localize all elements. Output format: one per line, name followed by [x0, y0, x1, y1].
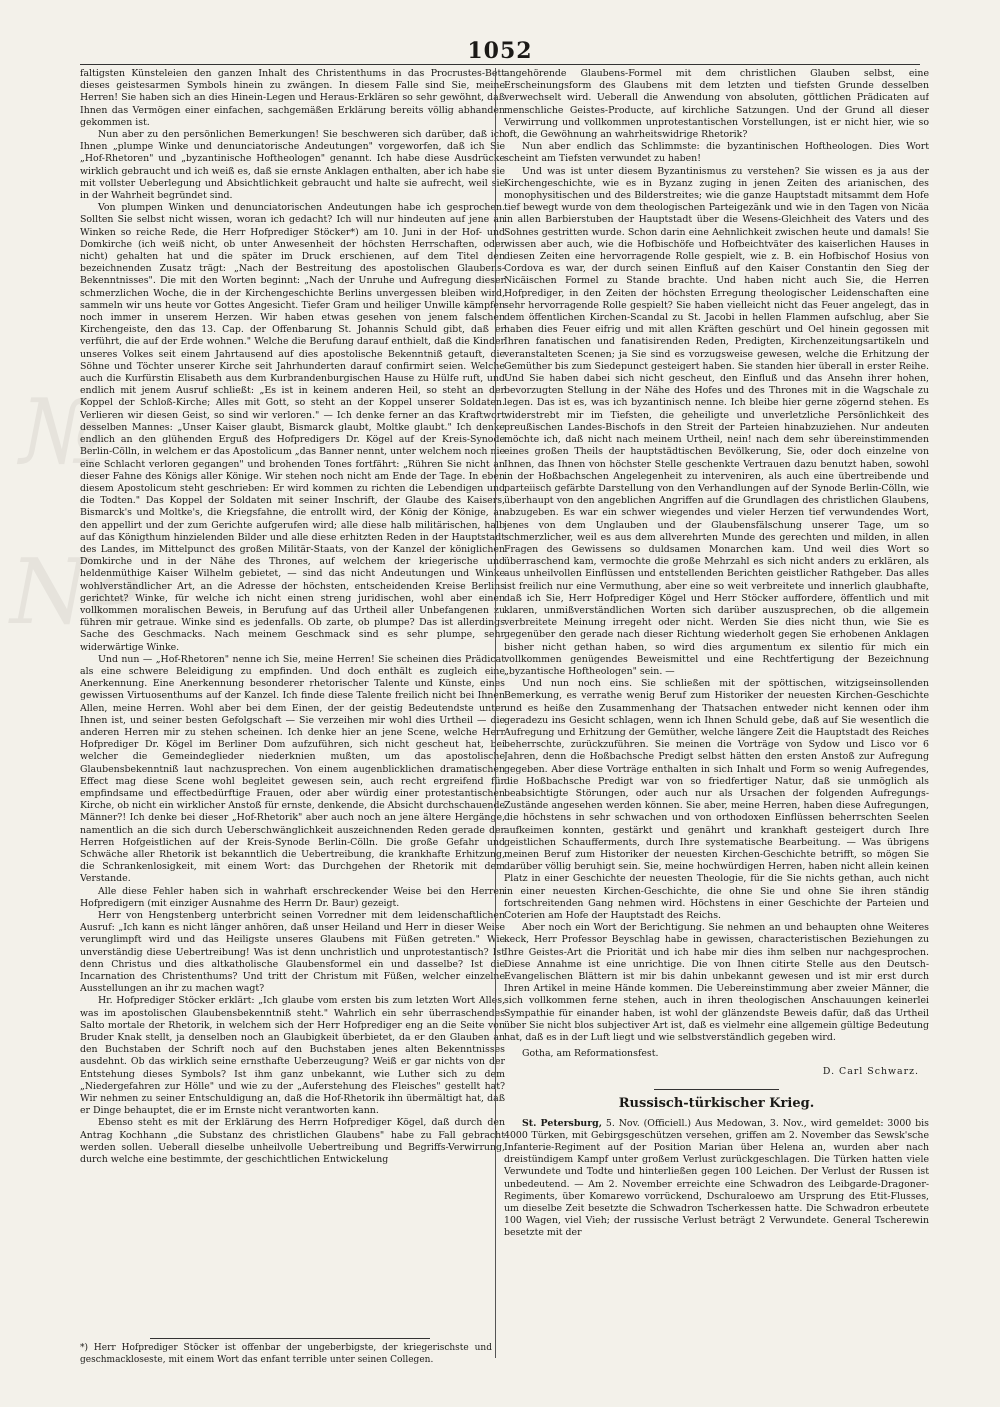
paragraph: Hr. Hofprediger Stöcker erklärt: „Ich glaube vom ersten bis zum letzten Wort Alles, was im apostolischen Glaubensbekenntniß steht." Wahrlich ein sehr überraschendes Salto mortale der Rhetorik, in welchem sich der Herr Hofprediger eng an die Seite von Bruder Knak stellt, ja denselben noch an Glaubigkeit überbietet, da er den Glauben an den Buchstaben der Schrift noch auf den Buchstaben jenes alten Bekenntnisses ausdehnt. Ob das wirklich seine ernsthafte Ueberzeugung? Weiß er gar nichts von der Entstehung dieses Symbols? Ist ihm ganz unbekannt, wie Luther sich zu dem „Niedergefahren zur Hölle" und wie zu der „Auferstehung des Fleisches" gestellt hat? Wir nehmen zu seiner Entschuldigung an, daß die Hof-Rhetorik ihn übermältigt hat, daß er Dinge behauptet, die er im Ernste nicht verantworten kann.	[80, 995, 505, 1117]
page-number: 1052	[467, 38, 533, 64]
paragraph: Und nun — „Hof-Rhetoren" nenne ich Sie, meine Herren! Sie scheinen dies Prädicat als eine schwere Beleidigung zu empfinden. Und doch enthält es zugleich eine Anerkennung. Eine Anerkennung besonderer rhetorischer Talente und Künste, eines gewissen Virtuosenthums auf der Kanzel. Ich finde diese Talente freilich nicht bei Ihnen Allen, meine Herren. Wohl aber bei dem Einen, der der geistig Bedeutendste unter Ihnen ist, und seiner besten Gefolgschaft — Sie verzeihen mir wohl dies Urtheil — die anderen Herren mir zu stehen scheinen. Ich denke hier an jene Scene, welche Herr Hofprediger Dr. Kögel im Berliner Dom aufzuführen, sich nicht gescheut hat, bei welcher die Gemeindeglieder niederknien mußten, um das apostolische Glaubensbekenntniß laut nachzusprechen. Von einem augenblicklichen dramatischen Effect mag diese Scene wohl begleitet gewesen sein, auch recht ergreifend für empfindsame und effectbedürftige Frauen, oder aber würdig einer protestantischen Kirche, ob nicht ein wirklicher Anstoß für ernste, denkende, die Absicht durchschauende Männer?! Ich denke bei dieser „Hof-Rhetorik" aber auch noch an jene ältere Hergänge, namentlich an die sich durch Ueberschwänglichkeit auszeichnenden Reden gerade der Herren Hofgeistlichen auf der Kreis-Synode Berlin-Cölln. Die große Gefahr und Schwäche aller Rhetorik ist bekanntlich die Uebertreibung, die krankhafte Erhitzung, die Schrankenlosigkeit, mit einem Wort: das Durchgehen der Rhetorik mit dem Verstande.	[80, 653, 505, 885]
paragraph: Aber noch ein Wort der Berichtigung. Sie nehmen an und behaupten ohne Weiteres keck, Herr Professor Beyschlag habe in gewissen, characteristischen Beziehungen zu Ihre Geistes-Art die Priorität und ich habe mir dies ihm selben nur nachgesprochen. Diese Annahme ist eine unrichtige. Die von Ihnen citirte Stelle aus den Deutsch-Evangelischen Blättern ist mir bis dahin unbekannt gewesen und ist mir erst durch Ihren Artikel in meine Hände kommen. Die Uebereinstimmung aber zweier Männer, die sich vollkommen ferne stehen, auch in ihren theologischen Anschauungen keinerlei Sympathie für einander haben, ist wohl der glänzendste Beweis dafür, daß das Urtheil über Sie nicht blos subjectiver Art ist, daß es vielmehr eine allgemein gültige Bedeutung hat, daß es in der Luft liegt und wie selbstverständlich gegeben wird.	[504, 922, 929, 1044]
margin-stamp-mark: Ne	[10, 540, 143, 645]
paragraph: faltigsten Künsteleien den ganzen Inhalt des Christenthums in das Procrustes-Bett dieses geistesarmen Symbols hinein zu zwängen. In diesem Falle sind Sie, meine Herren! Sie haben sich an dies Hinein-Legen und Heraus-Erklären so sehr gewöhnt, daß Ihnen das Vermögen einer einfachen, sachgemäßen Erklärung bereits völlig abhanden gekommen ist.	[80, 68, 505, 128]
section-heading: Russisch-türkischer Krieg.	[618, 1095, 815, 1111]
news-dateline: St. Petersburg,	[522, 1117, 602, 1129]
paragraph: Nun aber zu den persönlichen Bemerkungen! Sie beschweren sich darüber, daß ich Ihnen „plumpe Winke und denunciatorische Andeutungen" vorgeworfen, daß ich Sie „Hof-Rhetoren" und „byzantinische Hoftheologen" genannt. Ich habe diese Ausdrücke wirklich gebraucht und ich weiß es, daß sie ernste Anklagen enthalten, aber ich habe sie mit vollster Ueberlegung und Absichtlichkeit gebraucht und halte sie aufrecht, weil sie in der Wahrheit begründet sind.	[80, 129, 505, 202]
paragraph: Von plumpen Winken und denunciatorischen Andeutungen habe ich gesprochen. Sollten Sie selbst nicht wissen, woran ich gedacht? Ich will nur hindeuten auf jene an Winken so reiche Rede, die Herr Hofprediger Stöcker*) am 10. Juni in der Hof- und Domkirche (ich weiß nicht, ob unter Anwesenheit der höchsten Herrschaften, oder nicht) gehalten hat und die später im Druck erschienen, auf dem Titel den bezeichnenden Zusatz trägt: „Nach der Bestreitung des apostolischen Glaubens-Bekenntnisses". Die mit den Worten beginnt: „Nach der Unruhe und Aufregung dieser schmerzlichen Woche, die in der Kirchengeschichte Berlins unvergessen bleiben wird, sammeln wir uns heute vor Gottes Angesicht. Tiefer Gram und heiliger Unwille kämpfen noch immer in unserem Herzen. Wir haben etwas gesehen von jenem falschen Kirchengeiste, den das 13. Cap. der Offenbarung St. Johannis Schuld gibt, daß er verführt, die auf der Erde wohnen." Welche die Berufung darauf enthielt, daß die Kinder unseres Volkes seit einem Jahrtausend auf dies apostolische Bekenntniß getauft, die Söhne und Töchter unserer Kirche seit Jahrhunderten darauf confirmirt seien. Welche auch die Kurfürstin Elisabeth aus dem Kurbrandenburgischen Hause zu Hülfe ruft, und endlich mit jenem Ausruf schließt: „Es ist in keinem anderen Heil, so steht an der Koppel der Schloß-Kirche; Alles mit Gott, so steht an der Koppel unserer Soldaten. Verlieren wir diesen Geist, so sind wir verloren." — Ich denke ferner an das Kraftwort desselben Mannes: „Unser Kaiser glaubt, Bismarck glaubt, Moltke glaubt." Ich denke endlich an den glühenden Erguß des Hofpredigers Dr. Kögel auf der Kreis-Synode Berlin-Cölln, in welchem er das Apostolicum „das Banner nennt, unter welchem noch nie eine Schlacht verloren gegangen" und brohenden Tones fortfährt: „Rühren Sie nicht an dieser Fahne des Königs aller Könige. Wir stehen noch nicht am Ende der Tage. In eben diesem Apostolicum steht geschrieben: Er wird kommen zu richten die Lebendigen und die Todten." Das Koppel der Soldaten mit seiner Inschrift, der Glaube des Kaisers, Bismarck's und Moltke's, die Kriegsfahne, die entrollt wird, der König der Könige, an den appellirt und der zum Gerichte aufgerufen wird; alle diese halb militärischen, halb auf das Königthum hinzielenden Bilder und alle diese erhitzten Reden in der Hauptstadt des Landes, im Mittelpunct des großen Militär-Staats, von der Kanzel der königlichen Domkirche und in der Nähe des Thrones, auf welchem der kriegerische und heldenmüthige Kaiser Wilhelm gebietet, — sind das nicht Andeutungen und Winke wohlverständlicher Art, an die Adresse der höchsten, entscheidenden Kreise Berlins gerichtet? Winke, für welche ich nicht einen streng juridischen, wohl aber einen vollkommen moralischen Beweis, in Berufung auf das Urtheil aller Unbefangenen zu führen mir getraue. Winke sind es jedenfalls. Ob zarte, ob plumpe? Das ist allerdings Sache des Geschmacks. Nach meinem Geschmack sind es sehr plumpe, sehr widerwärtige Winke.	[80, 202, 505, 653]
closing-line: Gotha, am Reformationsfest.	[522, 1048, 659, 1060]
margin-stamp-mark: №	[20, 380, 106, 485]
news-paragraph	[504, 1118, 929, 1240]
paragraph: Alle diese Fehler haben sich in wahrhaft erschreckender Weise bei den Herren Hofpredigern (mit einziger Ausnahme des Herrn Dr. Baur) gezeigt.	[80, 885, 505, 909]
footnote-rule	[150, 1338, 430, 1339]
paragraph: Und was ist unter diesem Byzantinismus zu verstehen? Sie wissen es ja aus der Kirchengeschichte, wie es in Byzanz zuging in jenen Zeiten des arianischen, des monophysitischen und des Bilderstreites; wie die ganze Hauptstadt mitsammt dem Hofe tief bewegt wurde von dem theologischen Parteigezänk und wie in den Tagen von Nicäa in allen Barbierstuben der Hauptstadt über die Wesens-Gleichheit des Vaters und des Sohnes gestritten wurde. Schon darin eine Aehnlichkeit zwischen heute und damals! Sie wissen aber auch, wie die Hofbischöfe und Hofbeichtväter des kaiserlichen Hauses in diesen Zeiten eine hervorragende Rolle gespielt, wie z. B. ein Hofbischof Hosius von Cordova es war, der durch seinen Einfluß auf den Kaiser Constantin den Sieg der Nicäischen Formel zu Stande brachte. Und haben nicht auch Sie, die Herren Hofprediger, in den Zeiten der höchsten Erregung theologischer Leidenschaften eine sehr hervorragende Rolle gespielt? Sie haben vielleicht nicht das Feuer angelegt, das in dem öffentlichen Kirchen-Scandal zu St. Jacobi in hellen Flammen aufschlug, aber Sie haben dies Feuer eifrig und mit allen Kräften geschürt und Oel hinein gegossen mit Ihren fanatischen und fanatisirenden Reden, Predigten, Kirchenzeitungsartikeln und veranstalteten Scenen; ja Sie sind es vorzugsweise gewesen, welche die Erhitzung der Gemüther bis zum Siedepunct gesteigert haben. Sie standen hier überall in erster Reihe. Und Sie haben dabei sich nicht gescheut, den Einfluß und das Ansehn ihrer hohen, bevorzugten Stellung in der Nähe des Hofes und des Thrones mit in die Wagschale zu legen. Das ist es, was ich byzantinisch nenne. Ich bleibe hier gerne zögernd stehen. Es widerstrebt mir im Tiefsten, die geheiligte und unverletzliche Persönlichkeit des preußischen Landes-Bischofs in den Streit der Parteien hinabzuziehen. Nur andeuten möchte ich, daß nicht nach meinem Urtheil, nein! nach dem sehr übereinstimmenden eines großen Theils der hauptstädtischen Bevölkerung, Sie, oder doch einzelne von Ihnen, das Ihnen von höchster Stelle geschenkte Vertrauen dazu benutzt haben, sowohl in der Hoßbachschen Angelegenheit zu interveniren, als auch eine übertreibende und parteiisch gefärbte Darstellung von den Verhandlungen auf der Synode Berlin-Cölln, wie überhaupt von den angeblichen Angriffen auf die Grundlagen des christlichen Glaubens, abzugeben. Es war ein schwer wiegendes und vieler Herzen tief verwundendes Wort, jenes von dem Unglauben und der Glaubensfälschung unserer Tage, um so schmerzlicher, weil es aus dem allverehrten Munde des gerechten und milden, in allen Fragen des Gewissens so duldsamen Monarchen kam. Und weil dies Wort so überraschend kam, vermochte die große Mehrzahl es sich nicht anders zu erklären, als aus unheilvollen Einflüssen und entstellenden Berichten geistlicher Rathgeber. Das alles ist freilich nur eine Vermuthung, aber eine so weit verbreitete und innerlich glaubhafte, daß ich Sie, Herr Hofprediger Kögel und Herr Stöcker auffordere, öffentlich und mit klaren, unmißverständlichen Worten sich darüber auszusprechen, ob die allgemein verbreitete Meinung irregeht oder nicht. Werden Sie dies nicht thun, wie Sie es gegenüber den gerade nach dieser Richtung wiederholt gegen Sie erhobenen Anklagen bisher nicht gethan haben, so wird dies argumentum ex silentio für mich ein vollkommen genügendes Beweismittel und eine Rechtfertigung der Bezeichnung „byzantische Hoftheologen" sein. —	[504, 165, 929, 677]
news-text: 5. Nov. (Officiell.) Aus Medowan, 3. Nov., wird gemeldet: 3000 bis 4000 Türken, mit Gebirgsgeschützen versehen, griffen am 2. November das Sewsk'sche Infanterie-Regiment auf der Position Marian über Helena an, wurden aber nach dreistündigem Kampf unter großem Verlust zurückgeschlagen. Die Türken hatten viele Verwundete und Todte und hinterließen gegen 100 Leichen. Der Verlust der Russen ist unbedeutend. — Am 2. November erreichte eine Schwadron des Leibgarde-Dragoner-Regiments, über Komarewo vorrückend, Dschuraloewo am Ursprung des Etit-Flusses, um dieselbe Zeit besetzte die Schwadron Tscherkessen hatte. Die Schwadron erbeutete 100 Wagen, viel Vieh; der russische Verlust beträgt 2 Verwundete. General Tscherewin besetzte mit der	[504, 1117, 929, 1239]
paragraph: Nun aber endlich das Schlimmste: die byzantinischen Hoftheologen. Dies Wort scheint am Tiefsten verwundet zu haben!	[504, 141, 929, 165]
right-column	[504, 68, 929, 1358]
paragraph: Und nun noch eins. Sie schließen mit der spöttischen, witzigseinsollenden Bemerkung, es verrathe wenig Beruf zum Historiker der neuesten Kirchen-Geschichte und es heiße den Zusammenhang der Thatsachen entweder nicht kennen oder ihm geradezu ins Gesicht schlagen, wenn ich Ihnen Schuld gebe, daß auf Sie wesentlich die Aufregung und Erhitzung der Gemüther, welche längere Zeit die Hauptstadt des Reiches beherrschte, zurückzuführen. Sie meinen die Vorträge von Sydow und Lisco vor 6 Jahren, denn die Hoßbachsche Predigt selbst hätten den ersten Anstoß zur Aufregung gegeben. Aber diese Vorträge enthalten in sich Inhalt und Form so wenig Aufregendes, die Hoßbachsche Predigt war von so friedfertiger Natur, daß sie unmöglich als beabsichtigte Störungen, oder auch nur als Ursachen der folgenden Aufregungs-Zustände angesehen werden können. Sie aber, meine Herren, haben diese Aufregungen, die höchstens in sehr schwachen und von orthodoxen Einflüssen beherrschten Seelen aufkeimen konnten, gestärkt und genährt und krankhaft gesteigert durch Ihre geistlichen Schaufferments, durch Ihre systematische Bearbeitung. — Was übrigens meinen Beruf zum Historiker der neuesten Kirchen-Geschichte betrifft, so mögen Sie darüber völlig beruhigt sein. Sie, meine hochwürdigen Herren, haben nicht allein keinen Platz in einer Geschichte der neuesten Theologie, für die Sie nichts gethan, auch nicht in einer neuesten Kirchen-Geschichte, die ohne Sie und ohne Sie ihren ständig fortschreitenden Gang nehmen wird. Höchstens in einer Geschichte der Parteien und Coterien am Hofe der Hauptstadt des Reichs.	[504, 678, 929, 922]
paragraph: Ebenso steht es mit der Erklärung des Herrn Hofprediger Kögel, daß durch den Antrag Kochhann „die Substanz des christlichen Glaubens" habe zu Fall gebracht werden sollen. Ueberall dieselbe unheilvolle Uebertreibung und Begriffs-Verwirrung, durch welche eine bestimmte, der geschichtlichen Entwickelung	[80, 1117, 505, 1166]
header-rule	[80, 64, 920, 65]
section-rule	[654, 1089, 779, 1090]
left-column	[80, 68, 505, 1330]
column-divider	[495, 68, 496, 1358]
paragraph: angehörende Glaubens-Formel mit dem christlichen Glauben selbst, eine Erscheinungsform des Glaubens mit dem letzten und tiefsten Grunde desselben verwechselt wird. Ueberall die Anwendung von absoluten, göttlichen Prädicaten auf menschliche Geistes-Producte, auf kirchliche Satzungen. Und der Grund all dieser Verwirrung und vollkommen unprotestantischen Vorstellungen, ist er nicht hier, wie so oft, die Gewöhnung an wahrheitswidrige Rhetorik?	[504, 68, 929, 141]
signature: D. Carl Schwarz.	[822, 1066, 919, 1078]
paragraph: Herr von Hengstenberg unterbricht seinen Vorredner mit dem leidenschaftlichen Ausruf: „Ich kann es nicht länger anhören, daß unser Heiland und Herr in dieser Weise verunglimpft wird und das Heiligste unseres Glaubens mit Füßen getreten." Wie unverständig diese Uebertreibung! Was ist denn unchristlich und unprotestantisch? Ist denn Christus und dies altkatholische Glaubensformel ein und dasselbe? Ist die Incarnation des Christenthums? Und tritt der Christum mit Füßen, welcher einzelne Ausstellungen an ihr zu machen wagt?	[80, 910, 505, 995]
footnote: *) Herr Hofprediger Stöcker ist offenbar der ungeberbigste, der kriegerischste und geschmackloseste, mit einem Wort das enfant terrible unter seinen Collegen.	[80, 1343, 492, 1365]
